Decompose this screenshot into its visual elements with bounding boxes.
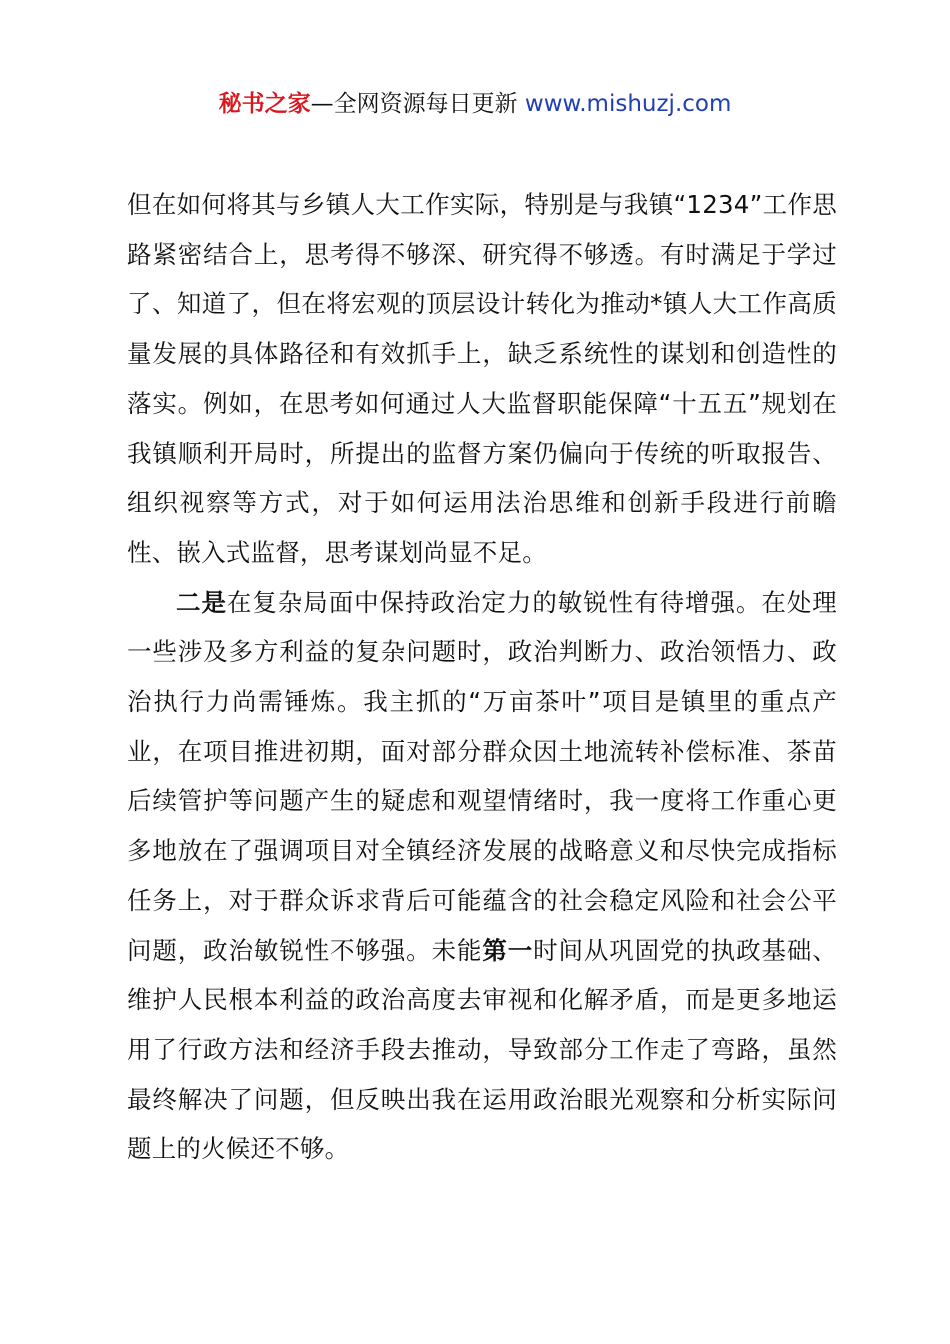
paragraph-2-emphasis: 第一 (482, 935, 534, 965)
paragraph-2-text-b: 时间从巩固党的执政基础、维护人民根本利益的政治高度去审视和化解矛盾，而是更多地运用了行政方法和经济手段去推动，导致部分工作走了弯路，虽然最终解决了问题，但反映出我在运用政治眼光观察和分析实际问题上的火候还不够。 (127, 935, 837, 1164)
site-brand: 秘书之家 (218, 91, 311, 117)
paragraph-2 (127, 578, 837, 1174)
paragraph-1-text: 但在如何将其与乡镇人大工作实际，特别是与我镇“1234”工作思路紧密结合上，思考得不够深、研究得不够透。有时满足于学过了、知道了，但在将宏观的顶层设计转化为推动*镇人大工作高质量发展的具体路径和有效抓手上，缺乏系统性的谋划和创造性的落实。例如，在思考如何通过人大监督职能保障“十五五”规划在我镇顺利开局时，所提出的监督方案仍偏向于传统的听取报告、组织视察等方式，对于如何运用法治思维和创新手段进行前瞻性、嵌入式监督，思考谋划尚显不足。 (127, 190, 837, 567)
paragraph-2-lead: 二是 (176, 587, 227, 617)
page-header (0, 86, 950, 122)
paragraph-2-text-a: 在复杂局面中保持政治定力的敏锐性有待增强。在处理一些涉及多方利益的复杂问题时，政治判断力、政治领悟力、政治执行力尚需锤炼。我主抓的“万亩茶叶”项目是镇里的重点产业，在项目推进初期，面对部分群众因土地流转补偿标准、茶苗后续管护等问题产生的疑虑和观望情绪时，我一度将工作重心更多地放在了强调项目对全镇经济发展的战略意义和尽快完成指标任务上，对于群众诉求背后可能蕴含的社会稳定风险和社会公平问题，政治敏锐性不够强。未能 (127, 587, 837, 965)
site-url[interactable]: www.mishuzj.com (524, 91, 732, 117)
paragraph-1 (127, 180, 837, 578)
site-slogan: —全网资源每日更新 (310, 91, 525, 117)
document-body (127, 180, 837, 1174)
